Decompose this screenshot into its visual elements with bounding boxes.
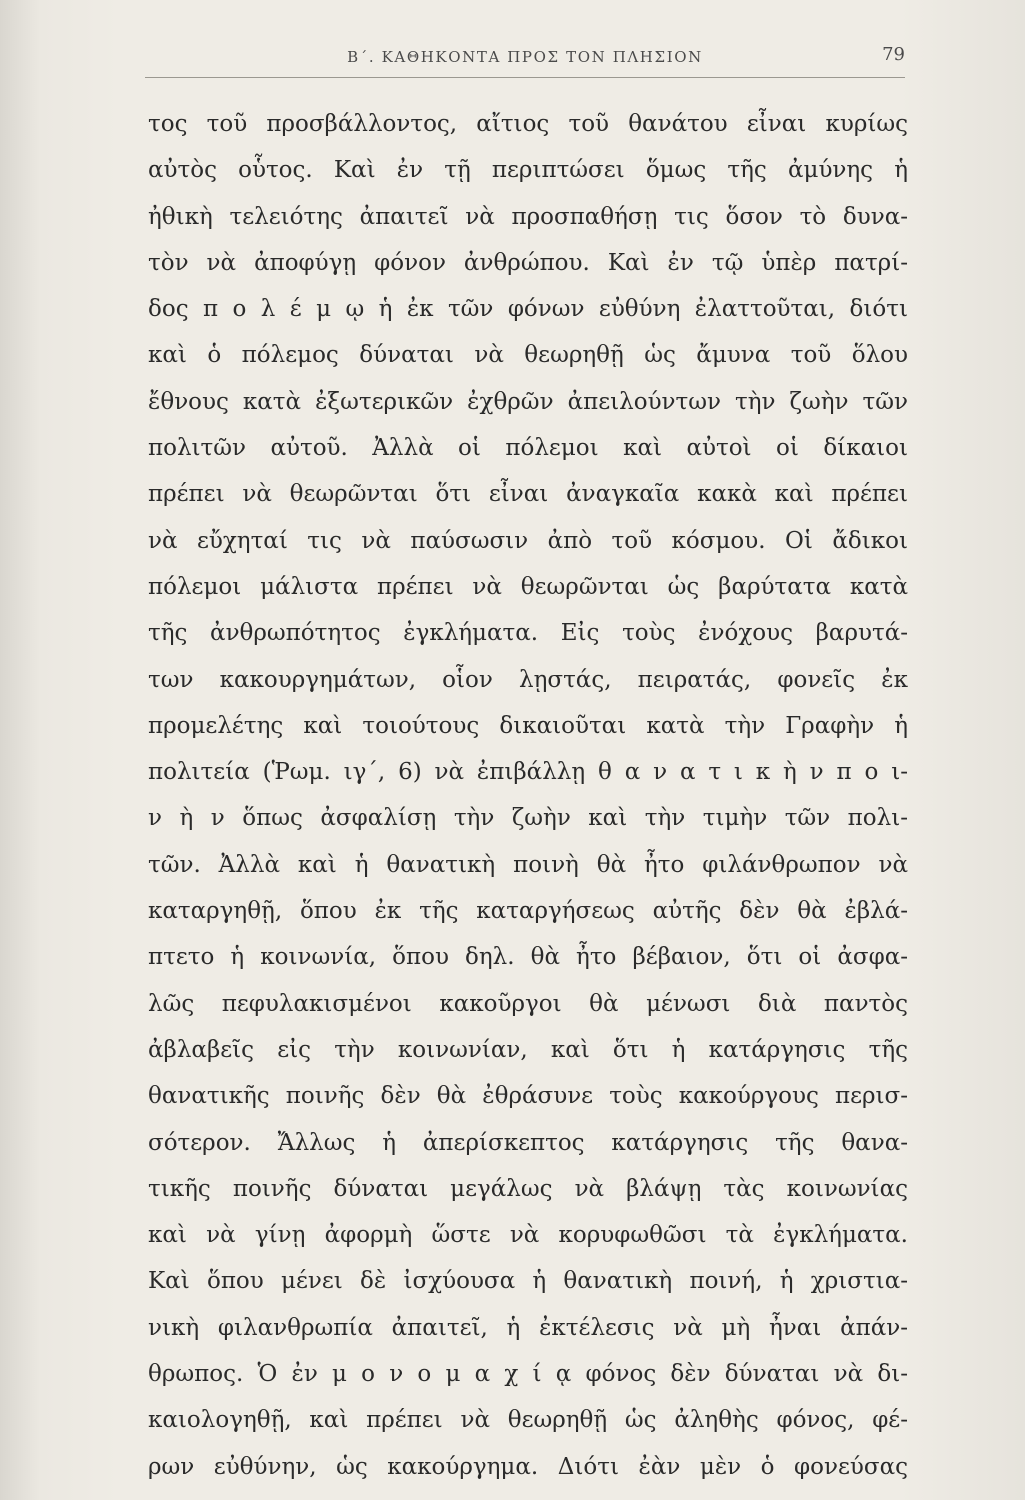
running-title: Β΄. ΚΑΘΗΚΟΝΤΑ ΠΡΟΣ ΤΟΝ ΠΛΗΣΙΟΝ: [347, 48, 703, 66]
text-line: καὶ ὁ πόλεμος δύναται νὰ θεωρηθῇ ὡς ἄμυνα τοῦ ὅλου: [148, 342, 908, 369]
running-head: [145, 44, 905, 74]
text-line: πόλεμοι μάλιστα πρέπει νὰ θεωρῶνται ὡς βαρύτατα κατὰ: [148, 573, 908, 600]
text-line: ἀβλαβεῖς εἰς τὴν κοινωνίαν, καὶ ὅτι ἡ κατάργησις τῆς: [148, 1036, 908, 1063]
text-line: τῶν. Ἀλλὰ καὶ ἡ θανατικὴ ποινὴ θὰ ἦτο φιλάνθρωπον νὰ: [148, 851, 908, 878]
body-text: [148, 101, 908, 1490]
text-line: δος π ο λ έ μ ῳ ἡ ἐκ τῶν φόνων εὐθύνη ἐλαττοῦται, διότι: [148, 296, 908, 323]
text-line: αὐτὸς οὗτος. Καὶ ἐν τῇ περιπτώσει ὅμως τῆς ἀμύνης ἡ: [148, 157, 908, 184]
text-line: των κακουργημάτων, οἷον λῃστάς, πειρατάς, φονεῖς ἐκ: [148, 666, 908, 693]
text-line: τικῆς ποινῆς δύναται μεγάλως νὰ βλάψῃ τὰς κοινωνίας: [148, 1175, 908, 1202]
text-line: θανατικῆς ποινῆς δὲν θὰ ἐθράσυνε τοὺς κακούργους περισ-: [148, 1083, 908, 1110]
text-line: τῆς ἀνθρωπότητος ἐγκλήματα. Εἰς τοὺς ἐνόχους βαρυτά-: [148, 620, 908, 647]
text-line: ἔθνους κατὰ ἐξωτερικῶν ἐχθρῶν ἀπειλούντων τὴν ζωὴν τῶν: [148, 388, 908, 415]
text-line: Καὶ ὅπου μένει δὲ ἰσχύουσα ἡ θανατικὴ ποινή, ἡ χριστια-: [148, 1268, 908, 1295]
text-line: ἠθικὴ τελειότης ἀπαιτεῖ νὰ προσπαθήσῃ τις ὅσον τὸ δυνα-: [148, 203, 908, 230]
text-line: καὶ νὰ γίνῃ ἀφορμὴ ὥστε νὰ κορυφωθῶσι τὰ ἐγκλήματα.: [148, 1222, 908, 1249]
text-line: προμελέτης καὶ τοιούτους δικαιοῦται κατὰ τὴν Γραφὴν ἡ: [148, 712, 908, 739]
text-line: πολιτῶν αὐτοῦ. Ἀλλὰ οἱ πόλεμοι καὶ αὐτοὶ οἱ δίκαιοι: [148, 435, 908, 462]
text-line: θρωπος. Ὁ ἐν μ ο ν ο μ α χ ί ᾳ φόνος δὲν δύναται νὰ δι-: [148, 1361, 908, 1388]
text-line: καταργηθῇ, ὅπου ἐκ τῆς καταργήσεως αὐτῆς δὲν θὰ ἐβλά-: [148, 898, 908, 925]
text-line: ρων εὐθύνην, ὡς κακούργημα. Διότι ἐὰν μὲν ὁ φονεύσας: [148, 1453, 908, 1480]
text-line: νὰ εὔχηταί τις νὰ παύσωσιν ἀπὸ τοῦ κόσμου. Οἱ ἄδικοι: [148, 527, 908, 554]
text-line: τος τοῦ προσβάλλοντος, αἴτιος τοῦ θανάτου εἶναι κυρίως: [148, 111, 908, 137]
text-line: λῶς πεφυλακισμένοι κακοῦργοι θὰ μένωσι διὰ παντὸς: [148, 990, 908, 1017]
header-rule: [145, 77, 905, 78]
text-line: ν ὴ ν ὅπως ἀσφαλίσῃ τὴν ζωὴν καὶ τὴν τιμὴν τῶν πολι-: [148, 805, 908, 832]
text-line: νικὴ φιλανθρωπία ἀπαιτεῖ, ἡ ἐκτέλεσις νὰ μὴ ἦναι ἀπάν-: [148, 1314, 908, 1341]
text-line: πολιτεία (Ῥωμ. ιγ΄, 6) νὰ ἐπιβάλλῃ θ α ν α τ ι κ ὴ ν π ο ι-: [148, 759, 908, 786]
text-line: πρέπει νὰ θεωρῶνται ὅτι εἶναι ἀναγκαῖα κακὰ καὶ πρέπει: [148, 481, 908, 508]
text-line: τὸν νὰ ἀποφύγῃ φόνον ἀνθρώπου. Καὶ ἐν τῷ ὑπὲρ πατρί-: [148, 249, 908, 276]
page-number: 79: [882, 44, 905, 65]
text-line: καιολογηθῇ, καὶ πρέπει νὰ θεωρηθῇ ὡς ἀληθὴς φόνος, φέ-: [148, 1407, 908, 1434]
text-line: σότερον. Ἄλλως ἡ ἀπερίσκεπτος κατάργησις τῆς θανα-: [148, 1129, 908, 1156]
text-line: πτετο ἡ κοινωνία, ὅπου δηλ. θὰ ἦτο βέβαιον, ὅτι οἱ ἀσφα-: [148, 944, 908, 971]
